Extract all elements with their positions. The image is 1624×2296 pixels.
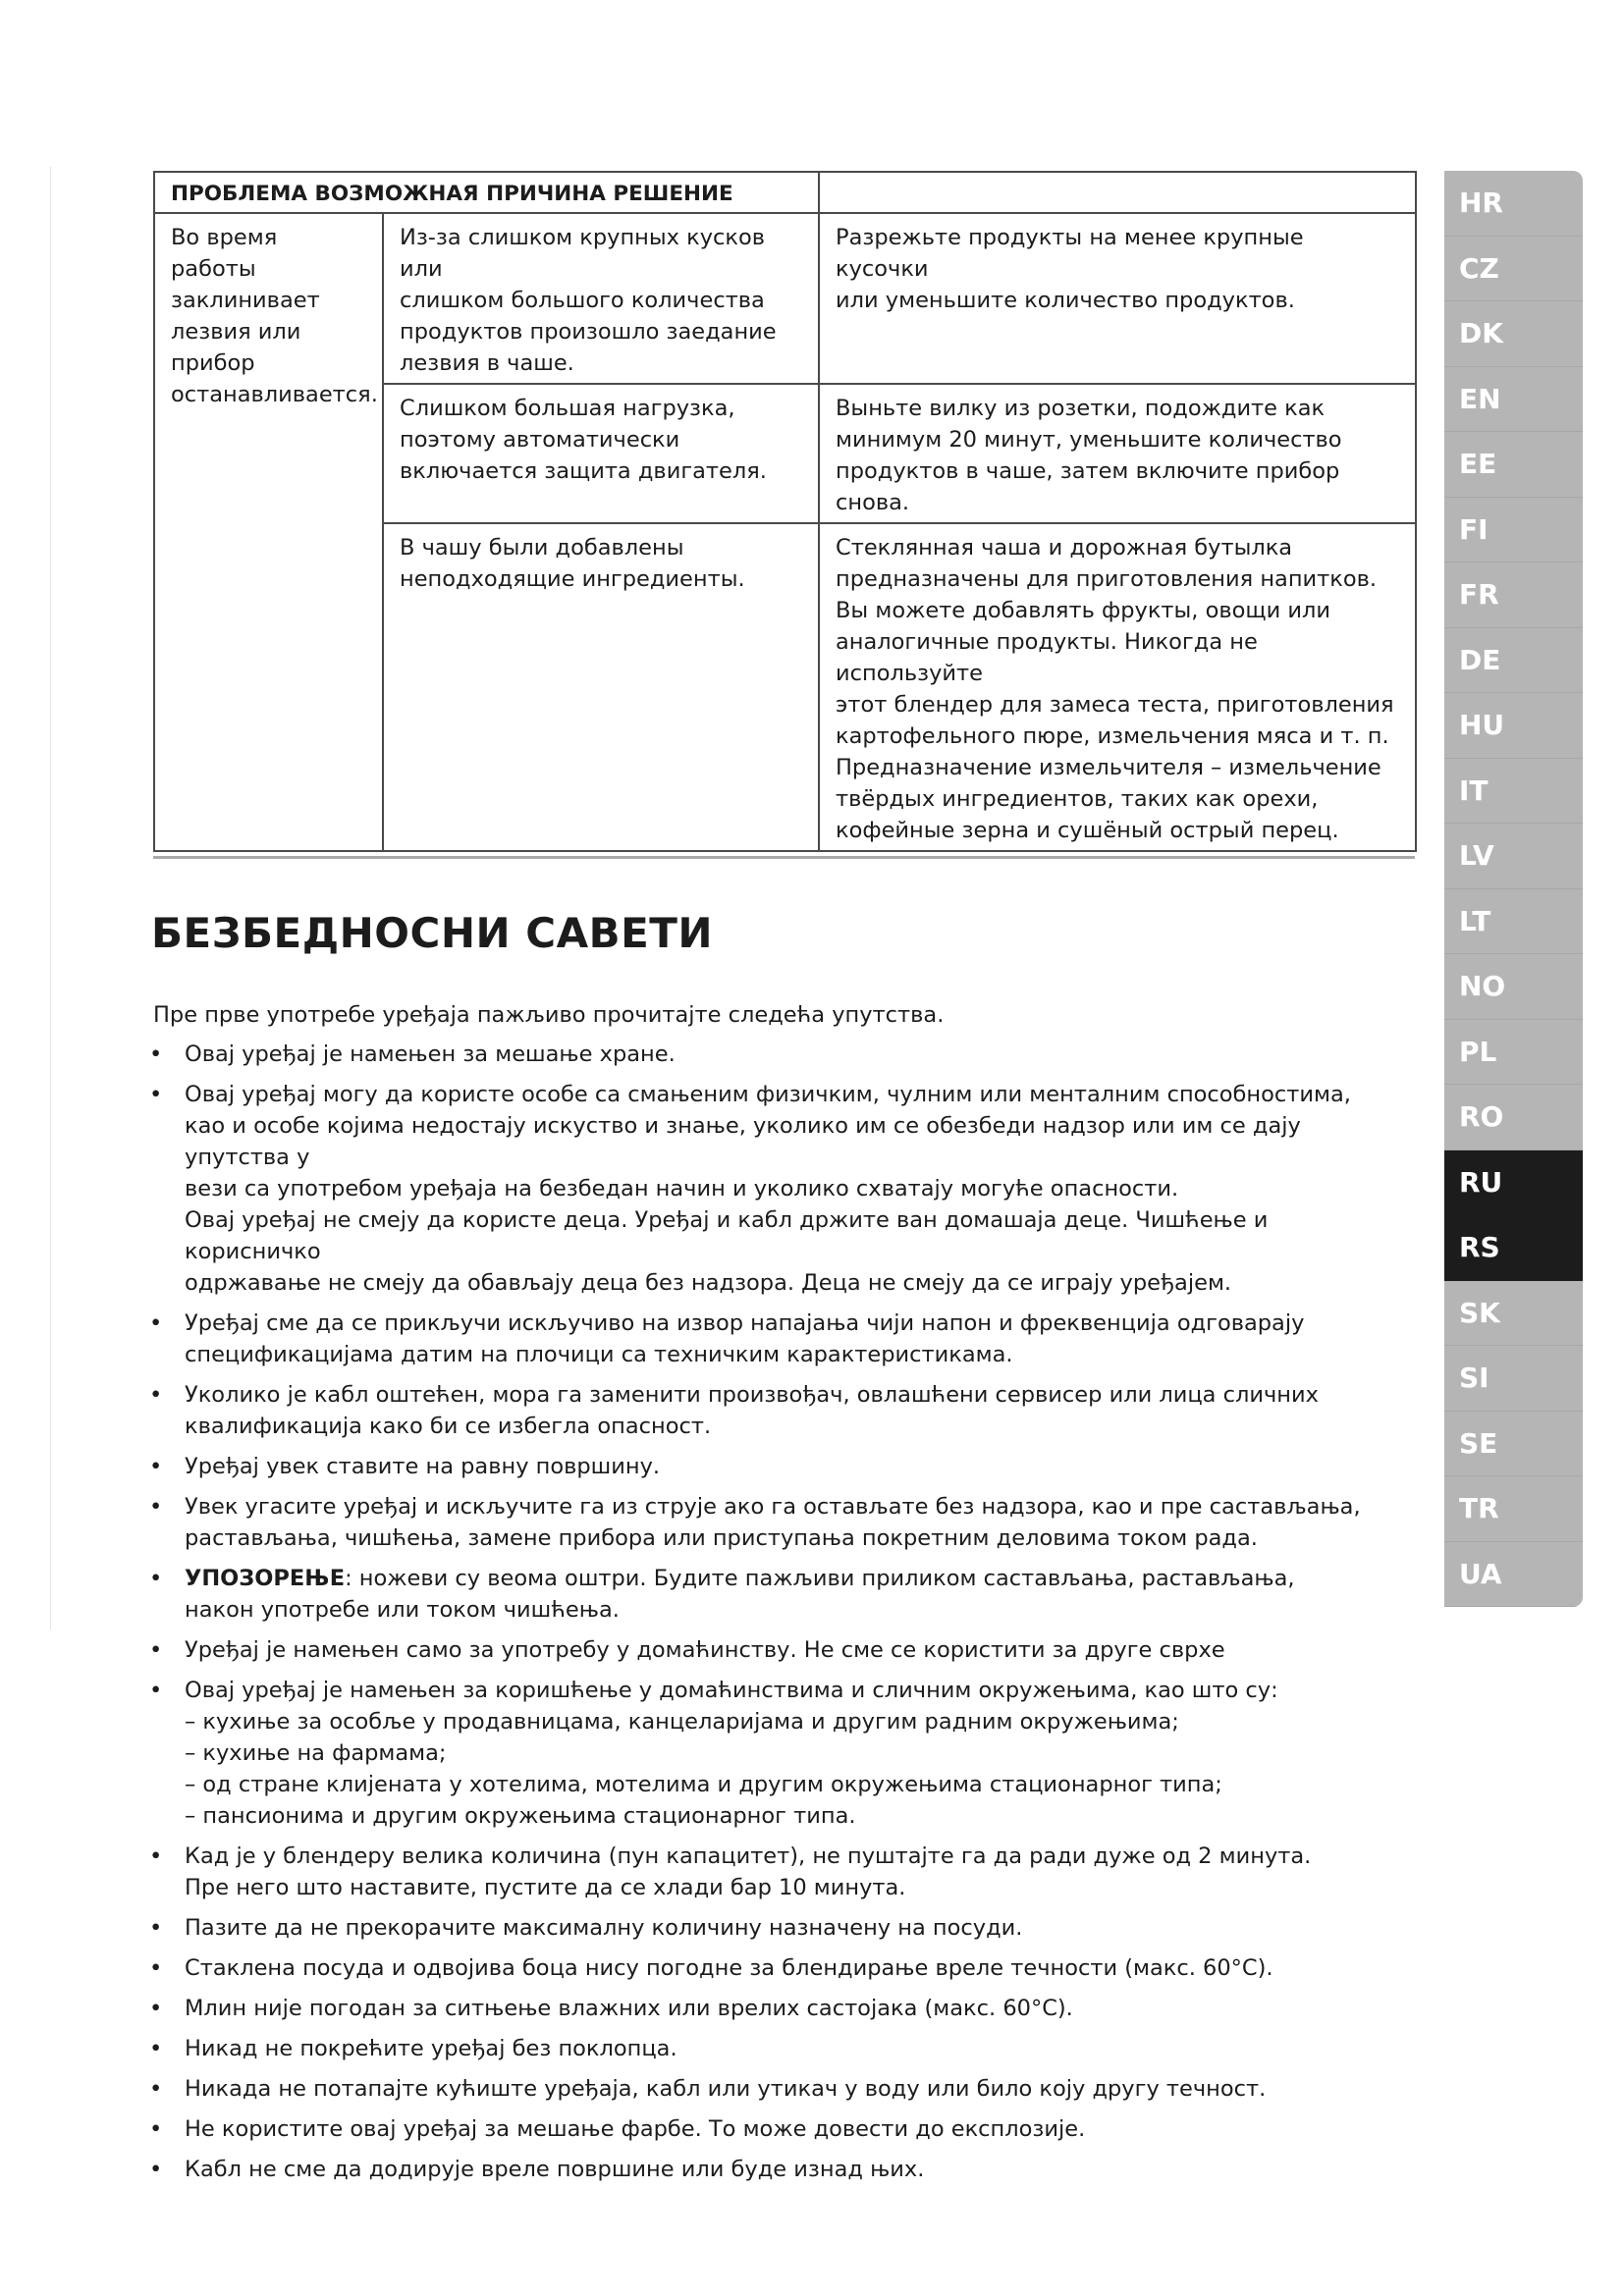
bullet-line: као и особе којима недостају искуство и знање, уколико им се обезбеди надзор или им се дају упутства у <box>185 1113 1301 1170</box>
list-item <box>147 1491 1365 1554</box>
bullet-dot: • <box>149 1494 163 1520</box>
language-tab-ro[interactable]: RO <box>1444 1085 1583 1150</box>
cause-cell <box>383 213 819 384</box>
bullet-line: Стаклена посуда и одвојива боца нису погодне за блендирање вреле течности (макс. 60°C). <box>185 1955 1273 1981</box>
bullet-dot: • <box>149 1915 163 1941</box>
bullet-dot: • <box>149 1678 163 1703</box>
bullet-line: Овај уређај могу да користе особе са смањеним физичким, чулним или менталним способностима, <box>185 1082 1351 1107</box>
language-tab-si[interactable]: SI <box>1444 1346 1583 1412</box>
list-item <box>147 1039 1365 1070</box>
language-tab-de[interactable]: DE <box>1444 628 1583 694</box>
bullet-line: квалификација како би се избегла опасност. <box>185 1414 712 1439</box>
warning-label: УПОЗОРЕЊЕ <box>185 1566 346 1591</box>
solution-line: или уменьшите количество продуктов. <box>836 288 1295 313</box>
language-tab-tr[interactable]: TR <box>1444 1476 1583 1542</box>
solution-line: минимум 20 минут, уменьшите количество <box>836 427 1342 453</box>
problem-cell <box>154 213 383 851</box>
language-tab-dk[interactable]: DK <box>1444 301 1583 367</box>
bullet-dot: • <box>149 2036 163 2061</box>
bullet-dot: • <box>149 2076 163 2102</box>
cause-cell <box>383 523 819 851</box>
warning-text: : ножеви су веома оштри. Будите пажљиви приликом састављања, растављања, <box>345 1566 1295 1591</box>
solution-line: Выньте вилку из розетки, подождите как <box>836 396 1326 421</box>
intro-text: Пре прве употребе уређаја пажљиво прочитајте следећа упутства. <box>153 1002 945 1028</box>
cause-line: лезвия в чаше. <box>400 350 574 376</box>
bullet-line: Никада не потапајте кућиште уређаја, кабл или утикач у воду или било коју другу течност. <box>185 2076 1267 2102</box>
language-tab-ua[interactable]: UA <box>1444 1542 1583 1608</box>
language-tab-no[interactable]: NO <box>1444 954 1583 1020</box>
language-tab-it[interactable]: IT <box>1444 759 1583 825</box>
bullet-line <box>185 1563 1365 1594</box>
list-item <box>147 1912 1365 1944</box>
language-tab-fr[interactable]: FR <box>1444 562 1583 628</box>
bullet-line: – кухиње на фармама; <box>185 1740 447 1766</box>
bullet-line: Кабл не сме да додирује вреле површине или буде изнад њих. <box>185 2157 925 2182</box>
list-item <box>147 1675 1365 1832</box>
bullet-dot: • <box>149 1041 163 1067</box>
language-tab-se[interactable]: SE <box>1444 1412 1583 1477</box>
bullet-line: – кухиње за особље у продавницама, канцеларијама и другим радним окружењима; <box>185 1709 1179 1735</box>
cause-line: продуктов произошло заедание <box>400 319 777 345</box>
bullet-dot: • <box>149 1637 163 1663</box>
bullet-line: Никад не покрећите уређај без поклопца. <box>185 2036 677 2061</box>
table-header-row <box>154 172 1416 213</box>
cause-line: поэтому автоматически <box>400 427 680 453</box>
bullet-line: Млин није погодан за ситњење влажних или врелих састојака (макс. 60°C). <box>185 1996 1073 2021</box>
bullet-line: Уколико је кабл оштећен, мора га заменити произвођач, овлашћени сервисер или лица сличних <box>185 1382 1319 1408</box>
problem-line: прибор <box>171 350 255 376</box>
list-item <box>147 1079 1365 1299</box>
list-item <box>147 1308 1365 1370</box>
bullet-line: Кад је у блендеру велика количина (пун капацитет), не пуштајте га да ради дуже од 2 минута. <box>185 1843 1312 1869</box>
language-tab-ee[interactable]: EE <box>1444 432 1583 498</box>
section-divider <box>153 856 1415 859</box>
solution-line: картофельного пюре, измельчения мяса и т. п. <box>836 723 1389 749</box>
solution-line: Предназначение измельчителя – измельчение <box>836 755 1381 780</box>
language-tab-lt[interactable]: LT <box>1444 889 1583 955</box>
solution-line: продуктов в чаше, затем включите прибор снова. <box>836 458 1340 515</box>
list-item <box>147 1952 1365 1984</box>
language-tab-en[interactable]: EN <box>1444 367 1583 433</box>
page-margin-line <box>50 167 51 1629</box>
solution-line: Вы можете добавлять фрукты, овощи или <box>836 598 1330 623</box>
bullet-dot: • <box>149 1454 163 1479</box>
language-tab-sk[interactable]: SK <box>1444 1281 1583 1347</box>
list-item <box>147 1451 1365 1482</box>
bullet-dot: • <box>149 1310 163 1336</box>
bullet-line: одржавање не смеју да обављају деца без надзора. Деца не смеју да се играју уређајем. <box>185 1270 1232 1296</box>
bullet-dot: • <box>149 1843 163 1869</box>
bullet-line: спецификацијама датим на плочици са техничким карактеристикама. <box>185 1342 1013 1367</box>
solution-line: предназначены для приготовления напитков. <box>836 566 1378 592</box>
language-tab-hu[interactable]: HU <box>1444 693 1583 759</box>
section-title: БЕЗБЕДНОСНИ САВЕТИ <box>151 909 714 957</box>
table-header: ПРОБЛЕМА ВОЗМОЖНАЯ ПРИЧИНА РЕШЕНИЕ <box>154 172 819 213</box>
safety-bullet-list <box>147 1039 1365 2194</box>
list-item <box>147 2073 1365 2105</box>
bullet-dot: • <box>149 2116 163 2142</box>
problem-line: Во время работы <box>171 225 278 282</box>
bullet-line: – пансионима и другим окружењима стационарног типа. <box>185 1803 856 1829</box>
bullet-line: Пре него што наставите, пустите да се хлади бар 10 минута. <box>185 1875 906 1900</box>
list-item <box>147 2113 1365 2145</box>
problem-line: заклинивает <box>171 288 320 313</box>
bullet-dot: • <box>149 1955 163 1981</box>
cause-cell <box>383 384 819 523</box>
bullet-line: Овај уређај не смеју да користе деца. Уређај и кабл држите ван домашаја деце. Чишћење и корисничко <box>185 1207 1269 1264</box>
cause-line: Слишком большая нагрузка, <box>400 396 735 421</box>
bullet-line: Овај уређај је намењен за коришћење у домаћинствима и сличним окружењима, као што су: <box>185 1678 1278 1703</box>
troubleshooting-table <box>153 171 1417 852</box>
bullet-line: Уређај је намењен само за употребу у домаћинству. Не сме се користити за друге сврхе <box>185 1637 1225 1663</box>
bullet-dot: • <box>149 1566 163 1591</box>
list-item <box>147 1841 1365 1903</box>
bullet-line: Не користите овај уређај за мешање фарбе. То може довести до експлозије. <box>185 2116 1086 2142</box>
table-header-empty <box>819 172 1416 213</box>
solution-line: кофейные зерна и сушёный острый перец. <box>836 818 1339 843</box>
bullet-line: вези са употребом уређаја на безбедан начин и уколико схватају могуће опасности. <box>185 1176 1179 1201</box>
cause-line: слишком большого количества <box>400 288 765 313</box>
bullet-line: Уређај сме да се прикључи искључиво на извор напајања чији напон и фреквенција одговарају <box>185 1310 1305 1336</box>
cause-line: включается защита двигателя. <box>400 458 767 484</box>
solution-line: Разрежьте продукты на менее крупные кусочки <box>836 225 1304 282</box>
language-tab-lv[interactable]: LV <box>1444 824 1583 889</box>
language-tab-rs[interactable]: RS <box>1444 1215 1583 1281</box>
bullet-line: Увек угасите уређај и искључите га из струје ако га остављате без надзора, као и пре састављања, <box>185 1494 1361 1520</box>
bullet-dot: • <box>149 1996 163 2021</box>
language-tab-cz[interactable]: CZ <box>1444 237 1583 302</box>
cause-line: В чашу были добавлены <box>400 535 684 561</box>
bullet-dot: • <box>149 1382 163 1408</box>
list-item <box>147 2154 1365 2185</box>
bullet-line: након употребе или током чишћења. <box>185 1597 620 1623</box>
list-item <box>147 1634 1365 1666</box>
language-tab-fi[interactable]: FI <box>1444 498 1583 563</box>
problem-line: останавливается. <box>171 382 378 407</box>
list-item <box>147 1563 1365 1626</box>
solution-line: этот блендер для замеса теста, приготовления <box>836 692 1394 718</box>
solution-line: твёрдых ингредиентов, таких как орехи, <box>836 786 1319 812</box>
bullet-line: растављања, чишћења, замене прибора или приступања покретним деловима током рада. <box>185 1525 1258 1551</box>
table-row <box>154 213 1416 384</box>
language-tab-hr[interactable]: HR <box>1444 171 1583 237</box>
bullet-dot: • <box>149 1082 163 1107</box>
cause-line: неподходящие ингредиенты. <box>400 566 745 592</box>
solution-cell <box>819 213 1416 384</box>
language-tab-pl[interactable]: PL <box>1444 1020 1583 1086</box>
solution-line: аналогичные продукты. Никогда не используйте <box>836 629 1258 686</box>
list-item <box>147 1379 1365 1442</box>
solution-line: Стеклянная чаша и дорожная бутылка <box>836 535 1293 561</box>
solution-cell <box>819 523 1416 851</box>
bullet-line: – од стране клијената у хотелима, мотелима и другим окружењима стационарног типа; <box>185 1772 1222 1797</box>
bullet-line: Овај уређај је намењен за мешање хране. <box>185 1041 676 1067</box>
bullet-dot: • <box>149 2157 163 2182</box>
bullet-line: Уређај увек ставите на равну површину. <box>185 1454 661 1479</box>
cause-line: Из-за слишком крупных кусков или <box>400 225 765 282</box>
list-item <box>147 1993 1365 2024</box>
bullet-line: Пазите да не прекорачите максималну количину назначену на посуди. <box>185 1915 1023 1941</box>
language-tab-ru[interactable]: RU <box>1444 1150 1583 1216</box>
problem-line: лезвия или <box>171 319 301 345</box>
language-sidebar <box>1444 171 1583 1607</box>
solution-cell <box>819 384 1416 523</box>
list-item <box>147 2033 1365 2064</box>
